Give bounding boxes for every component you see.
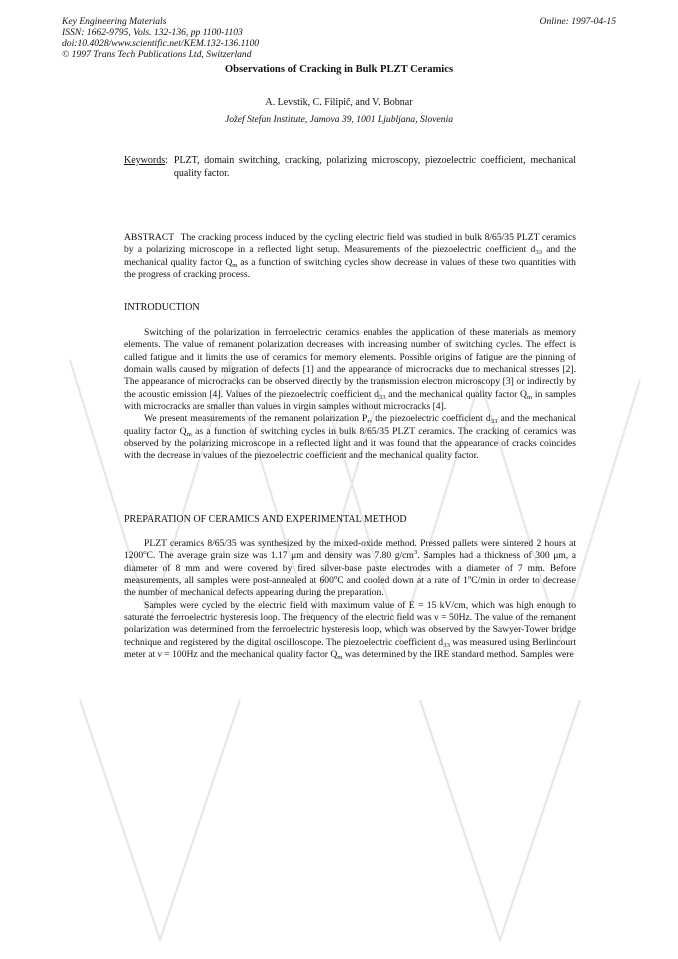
paragraph-text: C. The average grain size was 1.17 μm and density was 7.80 g/cm [146,550,414,562]
doi-link[interactable]: doi:10.4028/www.scientific.net/KEM.132-136.1100 [62,38,260,49]
introduction-body [124,327,576,463]
keywords-text: PLZT, domain switching, cracking, polarizing microscopy, piezoelectric coefficient, mechanical quality factor. [173,155,576,179]
paragraph-text: as a function of switching cycles in bulk 8/65/35 PLZT ceramics. The cracking of ceramics was observed by the polarizing microscope in a reflected light and it was found that the appearance of cracks coincides with the decrease in values of the piezoelectric coefficient and the mechanical quality factor. [124,425,576,462]
author-affiliation: Jožef Stefan Institute, Jamova 39, 1001 Ljubljana, Slovenia [224,114,454,125]
superscript: o [333,574,338,582]
paragraph-text: C and cooled down at a rate of 1 [337,575,468,587]
journal-header [62,16,259,60]
preparation-paragraph [124,538,576,600]
keywords-section [124,154,576,180]
keywords-label: Keywords [124,155,166,166]
paragraph-text: Samples were cycled by the electric field with maximum value of E = 15 kV/cm, which was high enough to saturate the ferroelectric hysteresis loop. The frequency of the electric field was ν = 50Hz. The value of the remanent polarization was determined from the ferroelectric hysteresis loop, which was observed by the Sawyer-Tower bridge technique and registered by the digital oscilloscope. The piezoelectric coefficient d [124,599,576,648]
subscript: m [337,654,343,662]
abstract-label: ABSTRACT [124,232,175,243]
subscript: 33 [443,641,450,649]
subscript: r [367,418,370,426]
online-date: Online: 1997-04-15 [539,16,616,27]
paragraph-text: . Samples had a thickness of 300 μm, a diameter of 8 mm and were covered by fired silver-base paste electrodes with a diameter of 7 mm. Before measurements, all samples were post-annealed at 600 [124,550,576,587]
paragraph-text: We present measurements of the remanent polarization P [144,413,368,425]
paragraph-text: was determined by the IRE standard method. Samples were [342,649,574,661]
subscript: m [527,393,533,401]
subscript: m [232,261,238,269]
subscript: 33 [378,393,386,401]
superscript: o [143,549,147,557]
journal-name: Key Engineering Materials [62,16,167,27]
preparation-paragraph [124,600,576,662]
abstract-paragraph [124,232,576,281]
introduction-paragraph [124,327,576,413]
keywords-colon: : [165,155,168,166]
paragraph-text: was measured using Berlincourt meter at ν = 100Hz and the mechanical quality factor Q [124,636,576,661]
preparation-heading: PREPARATION OF CERAMICS AND EXPERIMENTAL METHOD [124,514,407,525]
issn-line: ISSN: 1662-9795, Vols. 132-136, pp 1100-1103 [62,27,243,38]
paper-title: Observations of Cracking in Bulk PLZT Ceramics [224,64,454,75]
abstract-text: The cracking process induced by the cycling electric field was studied in bulk 8/65/35 PLZT ceramics by a polarizing microscope in a reflected light setup. Measurements of the piezoelectric coefficient d [124,232,576,256]
superscript: o [467,574,472,582]
introduction-heading: INTRODUCTION [124,302,200,313]
paragraph-text: , the piezoelectric coefficient d [369,413,491,425]
abstract-text: and the mechanical quality factor Q [124,244,577,268]
paragraph-text: and the mechanical quality factor Q [124,413,576,437]
introduction-paragraph [124,413,576,462]
paragraph-text: in samples with microcracks are smaller than values in virgin samples without microcracks [4]. [124,388,577,413]
paragraph-text: PLZT ceramics 8/65/35 was synthesized by the mixed-oxide method. Pressed pallets were sintered 2 hours at 1200 [124,538,576,562]
subscript: 33 [535,249,543,257]
paragraph-text: Switching of the polarization in ferroelectric ceramics enables the application of these materials as memory elements. The value of remanent polarization decreases with increasing number of switching cycles. The effect is called fatigue and it limits the use of ceramics for memory elements. Possible origins of fatigue are the pinning of domain walls caused by migration of defects [1] and the appearance of microcracks due to mechanical stresses [2]. The appearance of microcracks can be observed directly by the transmission electron microscopy [3] or indirectly by the acoustic emission [4]. Values of the piezoelectric coefficient d [124,327,576,400]
preparation-body [124,538,576,661]
paper-authors: A. Levstik, C. Filipič, and V. Bobnar [265,97,413,108]
superscript: 3 [413,549,418,557]
subscript: m [186,430,192,438]
abstract-text: as a function of switching cycles show decrease in values of these two quantities with the progress of cracking process. [124,256,576,281]
paragraph-text: C/min in order to decrease the number of mechanical defects appearing during the preparation. [124,575,576,599]
paragraph-text: and the mechanical quality factor Q [385,388,527,400]
copyright-line: © 1997 Trans Tech Publications Ltd, Switzerland [62,49,252,60]
subscript: 33 [490,418,498,426]
